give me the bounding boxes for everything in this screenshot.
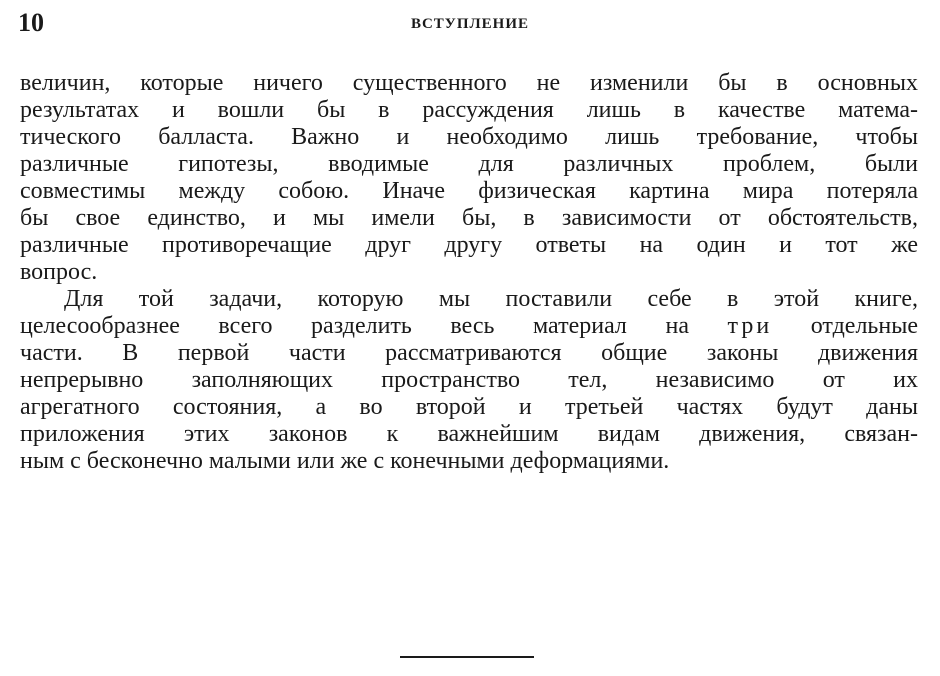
paragraph-2 [20, 286, 918, 475]
page-number: 10 [18, 8, 44, 37]
text-fragment: отдельные [772, 313, 919, 339]
text-line: Для той задачи, которую мы поставили себе в этой книге, [64, 286, 918, 312]
text-line: непрерывно заполняющих пространство тел, независимо от их [20, 367, 918, 393]
text-fragment: целесообразнее всего разделить весь материал на [20, 313, 728, 339]
text-line: величин, которые ничего существенного не изменили бы в основных [20, 70, 918, 96]
text-line: различные противоречащие друг другу ответы на один и тот же [20, 232, 918, 258]
text-line: ным с бесконечно малыми или же с конечными деформациями. [20, 448, 670, 474]
emphasized-word: три [727, 313, 773, 339]
text-line: тического балласта. Важно и необходимо лишь требование, чтобы [20, 124, 918, 150]
paragraph-1 [20, 70, 918, 286]
text-line [20, 313, 918, 340]
text-line: результатах и вошли бы в рассуждения лишь в качестве матема- [20, 97, 918, 123]
running-head: ВСТУПЛЕНИЕ [410, 16, 530, 32]
text-line: бы свое единство, и мы имели бы, в зависимости от обстоятельств, [20, 205, 918, 231]
text-line: совместимы между собою. Иначе физическая картина мира потеряла [20, 178, 918, 204]
text-line: вопрос. [20, 259, 98, 285]
body-text [20, 70, 918, 475]
text-line: части. В первой части рассматриваются общие законы движения [20, 340, 918, 366]
text-line: приложения этих законов к важнейшим видам движения, связан- [20, 421, 918, 447]
text-line: различные гипотезы, вводимые для различных проблем, были [20, 151, 918, 177]
section-end-rule [400, 656, 534, 658]
text-line: агрегатного состояния, а во второй и третьей частях будут даны [20, 394, 918, 420]
